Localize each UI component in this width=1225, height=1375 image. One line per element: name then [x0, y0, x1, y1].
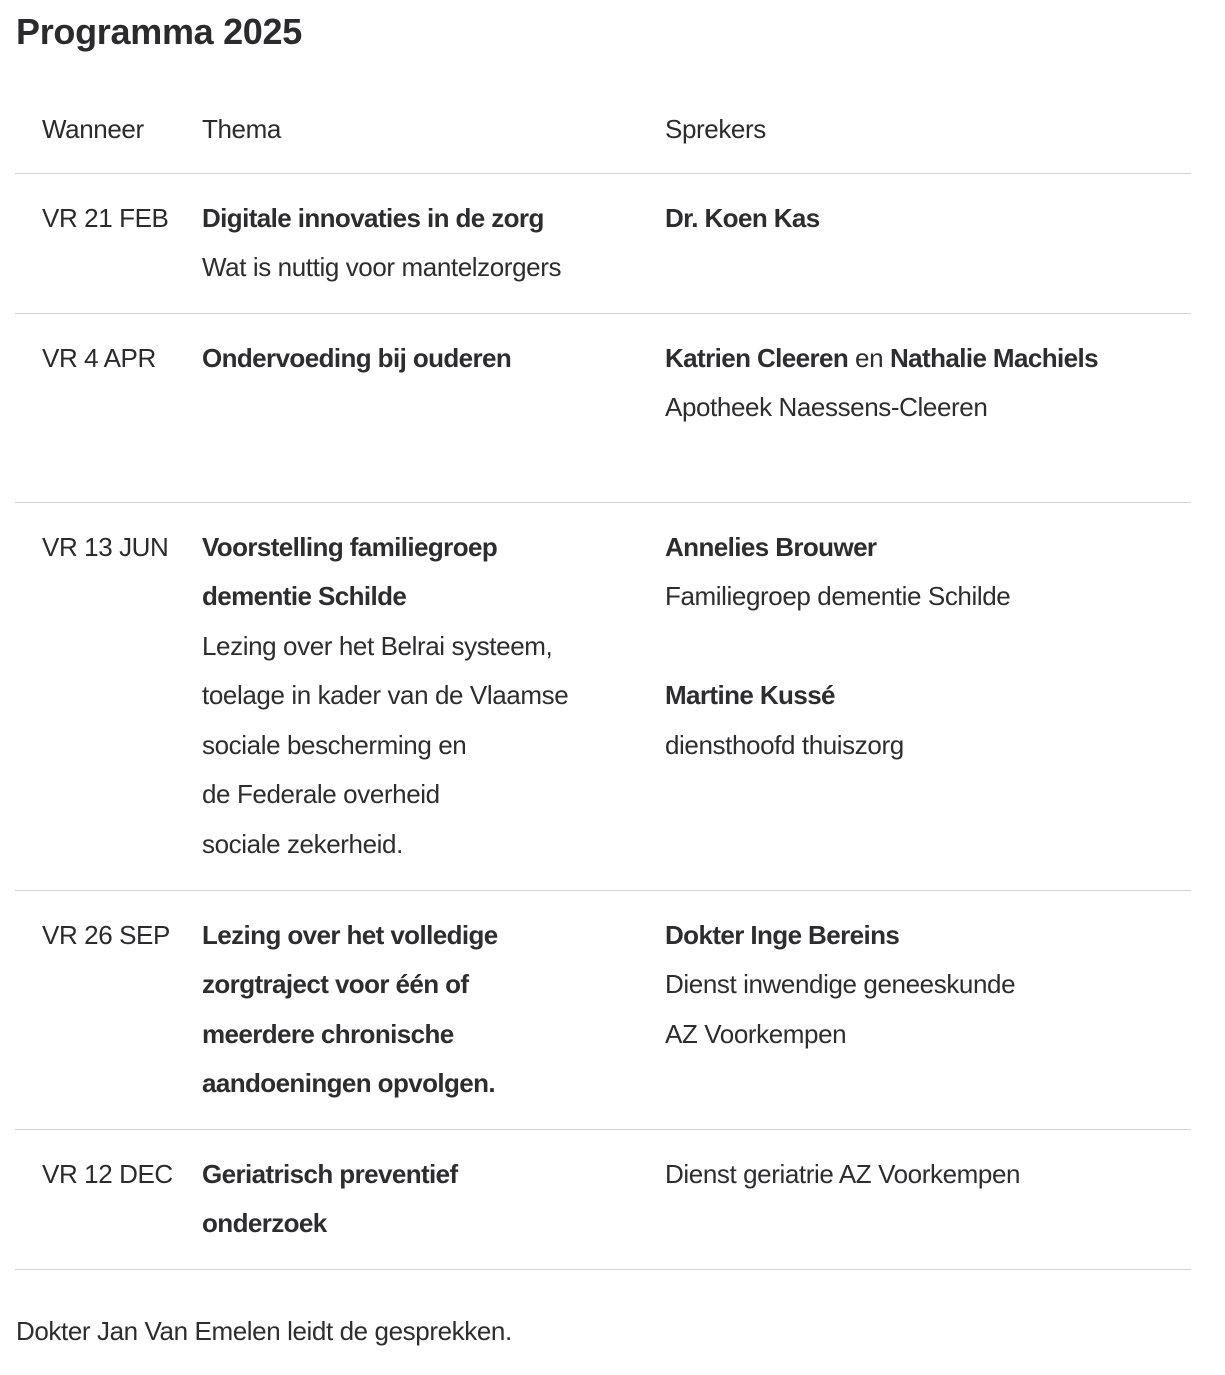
speaker-organization: Dienst geriatrie AZ Voorkempen [665, 1158, 1021, 1189]
speakers-cell [665, 1129, 1191, 1269]
theme-description-line: de Federale overheid [202, 779, 440, 809]
speaker-name: Annelies Brouwer [665, 531, 877, 562]
speaker-name: Dokter Inge Bereins [665, 919, 900, 950]
speakers-cell [665, 502, 1191, 890]
date: VR 21 FEB [42, 202, 169, 233]
speaker-organization: AZ Voorkempen [665, 1018, 847, 1049]
header-theme: Thema [202, 88, 665, 173]
date-cell [15, 502, 202, 890]
date: VR 26 SEP [42, 919, 170, 950]
speaker-name: Katrien Cleeren [665, 342, 849, 373]
speaker-name: Dr. Koen Kas [665, 202, 820, 233]
table-row [15, 173, 1191, 313]
speaker-organization: Familiegroep dementie Schilde [665, 581, 1011, 611]
speaker-name: Martine Kussé [665, 680, 835, 710]
table-row [15, 313, 1191, 502]
theme-title-line: Voorstelling familiegroep [202, 531, 498, 562]
date-cell [15, 890, 202, 1129]
table-header [15, 88, 1191, 173]
theme-title: Ondervoeding bij ouderen [202, 342, 512, 373]
theme-title-line: Geriatrisch preventief [202, 1158, 458, 1189]
speakers-cell [665, 173, 1191, 313]
speakers-cell [665, 313, 1191, 502]
date: VR 4 APR [42, 342, 156, 373]
table-body [15, 173, 1191, 1269]
theme-description-line: Lezing over het Belrai systeem, [202, 630, 553, 661]
program-table [15, 88, 1191, 1270]
theme-title-line: meerdere chronische [202, 1018, 454, 1049]
date-cell [15, 173, 202, 313]
speaker-name: Nathalie Machiels [889, 342, 1098, 373]
theme-description: Wat is nuttig voor mantelzorgers [202, 252, 562, 282]
speaker-names-line [665, 334, 1191, 384]
table-row [15, 890, 1191, 1129]
speaker-organization: Apotheek Naessens-Cleeren [665, 392, 988, 422]
date-cell [15, 1129, 202, 1269]
theme-title: Digitale innovaties in de zorg [202, 202, 544, 233]
theme-title-line: dementie Schilde [202, 581, 407, 611]
moderator-note: Dokter Jan Van Emelen leidt de gesprekken. [16, 1316, 512, 1346]
theme-title-line: zorgtraject voor één of [202, 969, 469, 999]
theme-description-line: toelage in kader van de Vlaamse [202, 680, 569, 710]
speaker-organization: Dienst inwendige geneeskunde [665, 969, 1016, 999]
theme-title-line: Lezing over het volledige [202, 919, 498, 950]
header-speakers: Sprekers [665, 88, 1191, 173]
theme-title-line: aandoeningen opvolgen. [202, 1068, 496, 1098]
header-when: Wanneer [15, 88, 202, 173]
page-title: Programma 2025 [16, 11, 302, 52]
theme-cell [202, 890, 665, 1129]
date: VR 13 JUN [42, 531, 169, 562]
theme-description-line: sociale bescherming en [202, 729, 467, 760]
speaker-conjunction: en [855, 342, 884, 373]
theme-title-line: onderzoek [202, 1208, 327, 1238]
theme-cell [202, 502, 665, 890]
speaker-role: diensthoofd thuiszorg [665, 729, 904, 760]
speakers-cell [665, 890, 1191, 1129]
table-row [15, 502, 1191, 890]
theme-cell [202, 313, 665, 502]
speaker-spacer [665, 622, 1191, 672]
date: VR 12 DEC [42, 1158, 173, 1189]
date-cell [15, 313, 202, 502]
header-row [15, 88, 1191, 173]
theme-description-line: sociale zekerheid. [202, 828, 403, 859]
theme-cell [202, 1129, 665, 1269]
table-row [15, 1129, 1191, 1269]
theme-cell [202, 173, 665, 313]
